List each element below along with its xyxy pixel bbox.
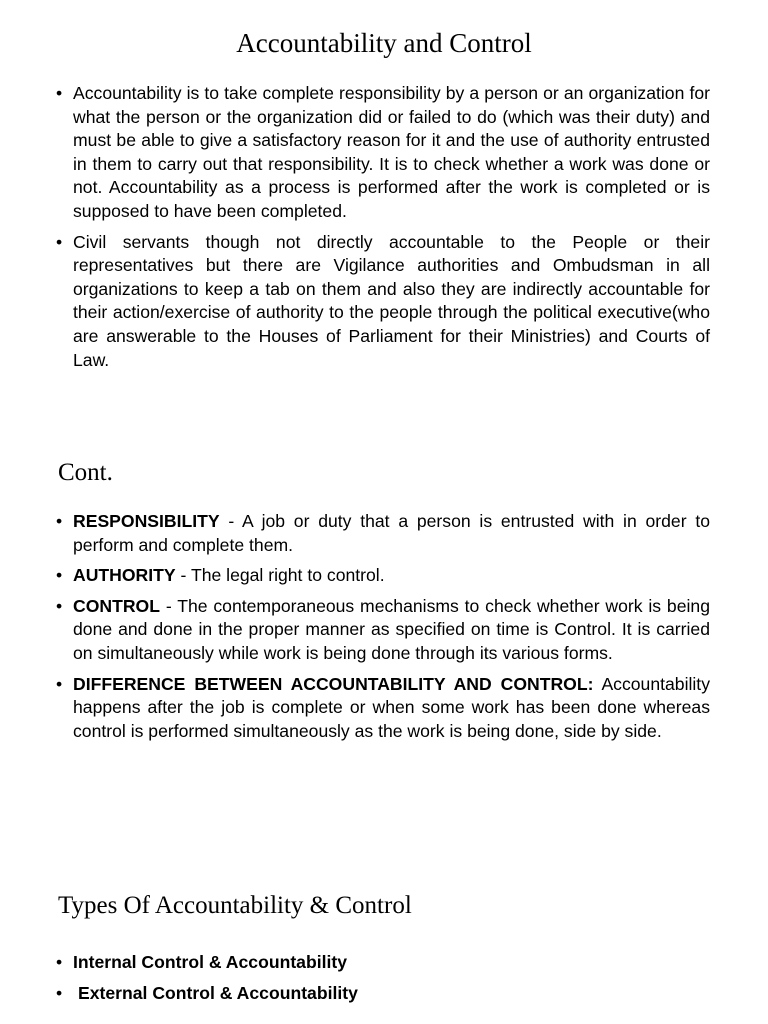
list-item [56, 595, 710, 666]
bullet-icon: • [56, 952, 63, 972]
bullet-icon: • [56, 83, 63, 103]
type-label: External Control & Accountability [78, 982, 358, 1003]
list-item [56, 82, 710, 224]
definitions-bullet-list [56, 510, 710, 750]
bullet-icon: • [56, 565, 63, 586]
list-item [56, 564, 710, 588]
bullet-icon: • [56, 595, 63, 616]
list-item [56, 231, 710, 373]
type-label: Internal Control & Accountability [73, 952, 348, 972]
types-bullet-list [56, 951, 710, 1012]
bullet-icon: • [56, 982, 63, 1003]
bullet-icon: • [56, 511, 63, 531]
list-item [56, 510, 710, 557]
term-label: AUTHORITY [73, 565, 176, 586]
bullet-text: Accountability is to take complete responsibility by a person or an organization for what the person or the organization did or failed to do (which was their duty) and must be able to give a satisfactory reason for it and the use of authority entrusted in them to carry out that responsibility. It is to check whether a work was done or not. Accountability as a process is performed after the work is completed or is supposed to have been completed. [73, 83, 710, 221]
term-label: DIFFERENCE BETWEEN ACCOUNTABILITY AND CONTROL: [73, 673, 594, 694]
accountability-bullet-list [56, 82, 710, 379]
bullet-icon: • [56, 231, 63, 252]
bullet-icon: • [56, 673, 63, 694]
term-definition: The contemporaneous mechanisms to check whether work is being done and done in the proper manner as specified on time is Control. It is carried on simultaneously while work is being done through its various forms. [73, 595, 710, 663]
section-heading-cont: Cont. [58, 459, 113, 486]
section-heading-types: Types Of Accountability & Control [58, 892, 412, 919]
term-definition: Accountability happens after the job is complete or when some work has been done whereas control is performed simultaneously as the work is being done, side by side. [73, 673, 710, 741]
term-separator: - [219, 511, 243, 531]
list-item [56, 951, 710, 975]
term-separator: - [175, 565, 191, 586]
term-definition: A job or duty that a person is entrusted with in order to perform and complete them. [73, 511, 710, 555]
page-title: Accountability and Control [236, 28, 532, 58]
term-separator: - [159, 595, 178, 616]
term-label: CONTROL [73, 595, 160, 616]
bullet-text: Civil servants though not directly accountable to the People or their representatives but there are Vigilance authorities and Ombudsman in all organizations to keep a tab on them and also they are indirectly accountable for their action/exercise of authority to the people through the political executive(who are answerable to the Houses of Parliament for their Ministries) and Courts of Law. [73, 231, 710, 370]
list-item [56, 673, 710, 744]
term-label: RESPONSIBILITY [73, 511, 220, 531]
term-definition: The legal right to control. [190, 565, 385, 586]
list-item [56, 982, 710, 1006]
